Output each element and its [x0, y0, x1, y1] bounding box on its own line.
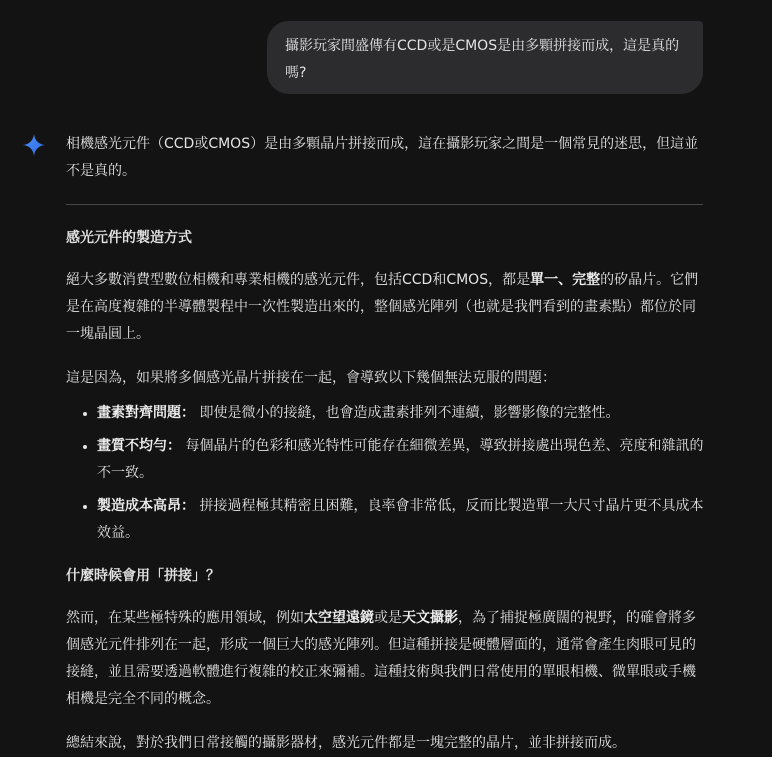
problems-intro: 這是因為，如果將多個感光晶片拼接在一起，會導致以下幾個無法克服的問題： — [66, 370, 556, 386]
list-item: • 製造成本高昂： 拼接過程極其精密且困難，良率會非常低，反而比製造單一大尺寸晶片更不具成本效益。 — [97, 493, 706, 547]
section-heading-stitching: 什麼時候會用「拼接」？ — [66, 568, 220, 584]
section-heading-manufacturing: 感光元件的製造方式 — [66, 230, 192, 246]
conclusion-paragraph: 總結來說，對於我們日常接觸的攝影器材，感光元件都是一塊完整的晶片，並非拼接而成。 — [66, 735, 626, 751]
divider — [66, 204, 703, 205]
stitching-paragraph: 然而，在某些極特殊的應用領域，例如太空望遠鏡或是天文攝影，為了捕捉極廣闊的視野，的確會將多個感光元件排列在一起，形成一個巨大的感光陣列。但這種拼接是硬體層面的，通常會產生肉眼可見的接縫，並且需要透過軟體進行複雜的校正來彌補。這種技術與我們日常使用的單眼相機、微單眼或手機相機是完全不同的概念。 — [66, 610, 696, 707]
user-message-text: 攝影玩家間盛傳有CCD或是CMOS是由多顆拼接而成，這是真的嗎? — [285, 38, 680, 81]
manufacturing-paragraph: 絕大多數消費型數位相機和專業相機的感光元件，包括CCD和CMOS，都是單一、完整的矽晶片。它們是在高度複雜的半導體製程中一次性製造出來的，整個感光陣列（也就是我們看到的畫素點）都位於同一塊晶圓上。 — [66, 272, 699, 342]
list-item: • 畫素對齊問題： 即使是微小的接縫，也會造成畫素排列不連續，影響影像的完整性。 — [97, 400, 706, 427]
list-item: • 畫質不均勻： 每個晶片的色彩和感光特性可能存在細微差異，導致拼接處出現色差、亮度和雜訊的不一致。 — [97, 433, 706, 487]
problems-list — [66, 400, 706, 547]
sparkle-icon — [22, 133, 46, 157]
intro-paragraph: 相機感光元件（CCD或CMOS）是由多顆晶片拼接而成，這在攝影玩家之間是一個常見的迷思，但這並不是真的。 — [66, 136, 699, 179]
assistant-response — [66, 131, 706, 757]
user-message-bubble — [267, 21, 703, 94]
